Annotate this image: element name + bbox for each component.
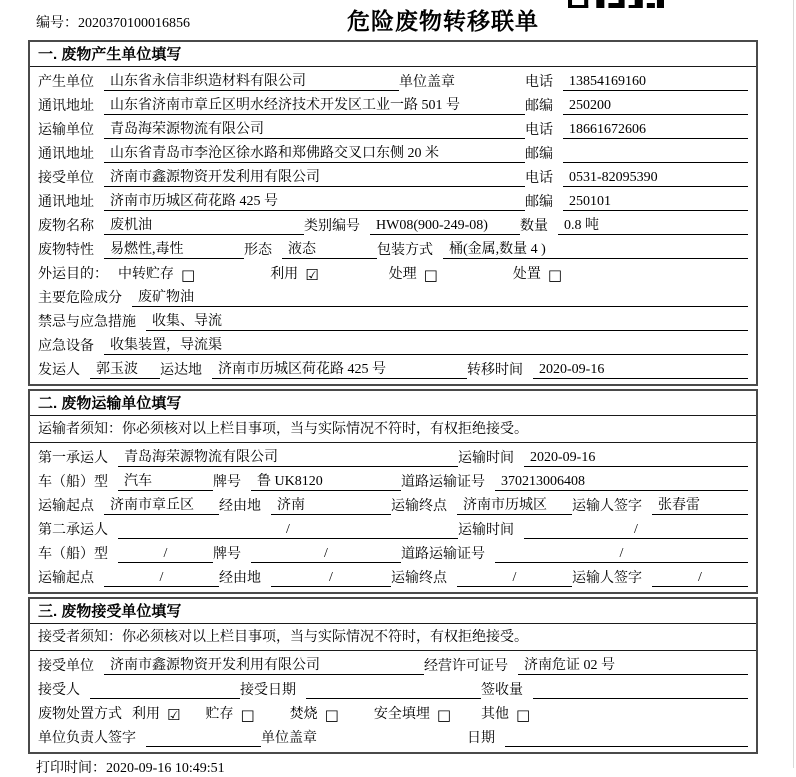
checkbox-box-icon: □	[436, 706, 452, 724]
field-value: 2020-09-16	[533, 361, 748, 379]
print-time	[28, 757, 758, 777]
field-label: 废物处置方式	[38, 707, 122, 722]
field-value: 收集、导流	[146, 313, 748, 331]
form-row	[38, 69, 748, 93]
field-label: 日期	[467, 731, 495, 746]
field-label: 邮编	[525, 195, 553, 210]
field-label: 运输时间	[458, 451, 514, 466]
section-box	[28, 389, 758, 594]
checkbox-label: 中转贮存	[118, 267, 174, 282]
checkbox-item	[118, 266, 195, 283]
form-row	[38, 285, 748, 309]
field-label: 第二承运人	[38, 523, 108, 538]
field-value: 济南市鑫源物资开发利用有限公司	[104, 657, 424, 675]
field-label: 运输终点	[391, 571, 447, 586]
form-row	[38, 93, 748, 117]
field-value: /	[652, 569, 748, 587]
field-value: 鲁 UK8120	[251, 473, 401, 491]
checkbox-label: 焚烧	[289, 707, 318, 722]
field-label: 车（船）型	[38, 547, 108, 562]
field-value: /	[251, 545, 401, 563]
checkbox-box-icon: □	[324, 706, 339, 724]
field-value: 废机油	[104, 217, 304, 235]
field-value: 收集装置，导流渠	[104, 337, 748, 355]
field-value	[563, 162, 748, 163]
form-row	[38, 165, 748, 189]
field-label: 运达地	[160, 363, 202, 378]
form-row	[38, 701, 748, 725]
checkbox-box-icon: □	[181, 266, 196, 284]
field-label: 废物名称	[38, 219, 94, 234]
field-value: 济南市历城区	[457, 497, 572, 515]
qr-code-fragment	[568, 0, 664, 8]
field-value	[90, 698, 240, 699]
field-value: 郭玉波	[90, 361, 160, 379]
form-row	[38, 493, 748, 517]
field-value: /	[118, 521, 458, 539]
field-label: 数量	[520, 219, 548, 234]
field-value: 液态	[282, 241, 377, 259]
field-value: 济南	[271, 497, 391, 515]
field-label: 电话	[525, 171, 553, 186]
field-label: 签收量	[481, 683, 523, 698]
field-label: 接受日期	[240, 683, 296, 698]
field-label: 运输起点	[38, 571, 94, 586]
field-label: 运输人签字	[572, 499, 642, 514]
section-title: 三. 废物接受单位填写	[30, 599, 756, 624]
form-row	[38, 565, 748, 589]
field-label: 运输终点	[391, 499, 447, 514]
checkbox-box-icon: □	[240, 706, 255, 724]
field-label: 通讯地址	[38, 195, 94, 210]
checkbox-box-icon: ☑	[305, 266, 319, 284]
field-value: /	[457, 569, 572, 587]
page-edge-line	[793, 0, 794, 768]
field-value: 张春雷	[652, 497, 748, 515]
field-label: 外运目的：	[38, 267, 108, 282]
checkbox-label: 贮存	[205, 707, 234, 722]
checkbox-item	[513, 266, 562, 283]
form-row	[38, 189, 748, 213]
field-value: 山东省青岛市李沧区徐水路和郑佛路交叉口东侧 20 米	[104, 145, 525, 163]
section-notice: 接受者须知：你必须核对以上栏目事项，当与实际情况不符时，有权拒绝接受。	[30, 624, 756, 651]
checkbox-item	[481, 706, 530, 723]
checkbox-item	[132, 706, 180, 723]
field-value: 250200	[563, 97, 748, 115]
field-label: 包装方式	[377, 243, 433, 258]
field-value: 18661672606	[563, 121, 748, 139]
form-row	[38, 677, 748, 701]
form-row	[38, 333, 748, 357]
field-value: 济南市历城区荷花路 425 号	[104, 193, 525, 211]
field-value: 青岛海荣源物流有限公司	[104, 121, 525, 139]
field-value: 易燃性,毒性	[104, 241, 244, 259]
section-notice: 运输者须知：你必须核对以上栏目事项，当与实际情况不符时，有权拒绝接受。	[30, 416, 756, 443]
form-row	[38, 309, 748, 333]
field-label: 形态	[244, 243, 272, 258]
page-title: 危险废物转移联单	[347, 8, 539, 34]
checkbox-item	[290, 706, 339, 723]
checkbox-box-icon: □	[516, 706, 531, 724]
field-label: 车（船）型	[38, 475, 108, 490]
checkbox-item	[374, 706, 451, 723]
field-value: HW08(900-249-08)	[370, 217, 520, 235]
field-label: 第一承运人	[38, 451, 108, 466]
field-value: /	[118, 545, 213, 563]
checkbox-label: 利用	[270, 267, 299, 282]
document-number-value: 2020370100016856	[78, 16, 190, 31]
print-time-label: 打印时间：	[36, 761, 106, 776]
checkbox-box-icon: □	[547, 266, 563, 284]
field-value: /	[524, 521, 748, 539]
field-label: 单位负责人签字	[38, 731, 136, 746]
field-value: 250101	[563, 193, 748, 211]
field-value	[533, 698, 748, 699]
field-label: 运输单位	[38, 123, 94, 138]
field-value: 0531-82095390	[563, 169, 748, 187]
section-title: 一. 废物产生单位填写	[30, 42, 756, 67]
field-label: 牌号	[213, 475, 241, 490]
checkbox-label: 安全填埋	[373, 707, 430, 722]
checkbox-item	[205, 706, 254, 723]
field-value: 废矿物油	[132, 289, 748, 307]
field-label: 单位盖章	[261, 731, 317, 746]
field-label: 经由地	[219, 571, 261, 586]
field-label: 转移时间	[467, 363, 523, 378]
field-value: /	[495, 545, 748, 563]
field-label: 运输起点	[38, 499, 94, 514]
field-label: 经由地	[219, 499, 261, 514]
checkbox-box-icon: □	[423, 266, 438, 284]
field-value: 汽车	[118, 473, 213, 491]
checkbox-item	[389, 266, 438, 283]
field-label: 发运人	[38, 363, 80, 378]
field-label: 产生单位	[38, 75, 94, 90]
form-row	[38, 117, 748, 141]
section-rows	[30, 443, 756, 592]
checkbox-box-icon: ☑	[167, 706, 181, 724]
field-value: 济南市鑫源物资开发利用有限公司	[104, 169, 525, 187]
field-value: 370213006408	[495, 473, 748, 491]
field-value: 2020-09-16	[524, 449, 748, 467]
field-label: 牌号	[213, 547, 241, 562]
checkbox-label: 处置	[512, 267, 541, 282]
field-value: 13854169160	[563, 73, 748, 91]
field-value	[505, 746, 748, 747]
field-label: 单位盖章	[399, 75, 455, 90]
form-row	[38, 653, 748, 677]
document-number-label: 编号：	[36, 16, 78, 31]
field-value: 济南市历城区荷花路 425 号	[212, 361, 467, 379]
field-value: 青岛海荣源物流有限公司	[118, 449, 458, 467]
checkbox-label: 利用	[132, 707, 160, 722]
field-value: /	[271, 569, 391, 587]
section-box	[28, 40, 758, 386]
checkbox-item	[270, 266, 318, 283]
field-value: 山东省济南市章丘区明水经济技术开发区工业一路 501 号	[104, 97, 525, 115]
field-label: 类别编号	[304, 219, 360, 234]
field-label: 道路运输证号	[401, 547, 485, 562]
field-label: 接受单位	[38, 659, 94, 674]
form-row	[38, 141, 748, 165]
field-label: 接受人	[38, 683, 80, 698]
field-label: 禁忌与应急措施	[38, 315, 136, 330]
section-rows	[30, 651, 756, 752]
form-row	[38, 541, 748, 565]
form-row	[38, 261, 748, 285]
field-value: 桶(金属,数量 4 )	[443, 241, 748, 259]
section-title: 二. 废物运输单位填写	[30, 391, 756, 416]
field-value: 0.8 吨	[558, 217, 748, 235]
section-rows	[30, 67, 756, 384]
section-box	[28, 597, 758, 754]
checkbox-label: 处理	[388, 267, 417, 282]
form-row	[38, 469, 748, 493]
field-label: 经营许可证号	[424, 659, 508, 674]
form-row	[38, 517, 748, 541]
field-label: 主要危险成分	[38, 291, 122, 306]
field-label: 电话	[525, 123, 553, 138]
field-value	[306, 698, 481, 699]
field-value: /	[104, 569, 219, 587]
manifest-form	[28, 40, 758, 777]
field-label: 通讯地址	[38, 147, 94, 162]
field-label: 运输时间	[458, 523, 514, 538]
form-row	[38, 725, 748, 749]
field-value: 济南危证 02 号	[518, 657, 748, 675]
field-label: 应急设备	[38, 339, 94, 354]
field-label: 邮编	[525, 147, 553, 162]
field-value	[146, 746, 261, 747]
form-row	[38, 357, 748, 381]
field-value: 山东省永信非织造材料有限公司	[104, 73, 399, 91]
field-label: 邮编	[525, 99, 553, 114]
form-row	[38, 445, 748, 469]
document-number	[36, 12, 190, 32]
checkbox-label: 其他	[481, 707, 510, 722]
field-label: 电话	[525, 75, 553, 90]
form-row	[38, 237, 748, 261]
field-value: 济南市章丘区	[104, 497, 219, 515]
field-label: 接受单位	[38, 171, 94, 186]
field-label: 废物特性	[38, 243, 94, 258]
field-label: 通讯地址	[38, 99, 94, 114]
print-time-value: 2020-09-16 10:49:51	[106, 761, 225, 776]
field-label: 道路运输证号	[401, 475, 485, 490]
field-label: 运输人签字	[572, 571, 642, 586]
form-row	[38, 213, 748, 237]
